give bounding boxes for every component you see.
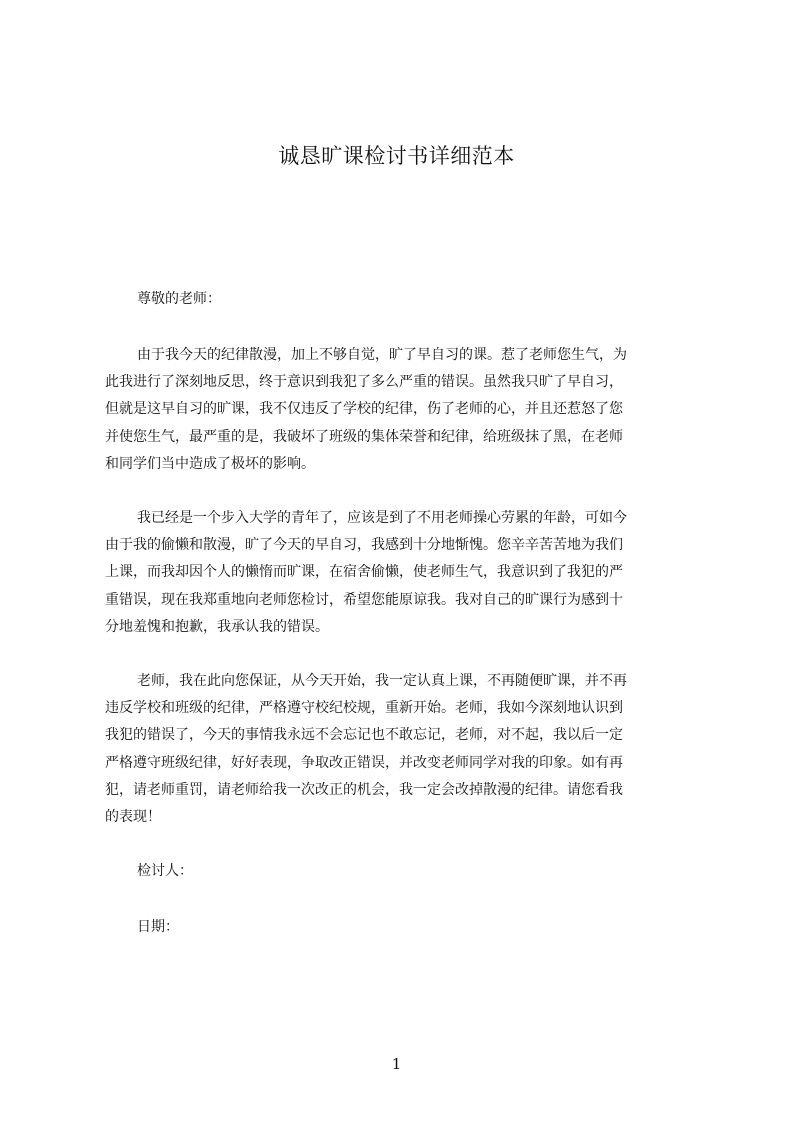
paragraph bbox=[105, 342, 701, 478]
document-title: 诚恳旷课检讨书详细范本 bbox=[278, 144, 515, 168]
paragraph-line: 由于我的偷懒和散漫，旷了今天的早自习，我感到十分地惭愧。您辛辛苦苦地为我们 bbox=[105, 537, 623, 554]
document-body bbox=[105, 286, 701, 940]
paragraph-line: 由于我今天的纪律散漫，加上不够自觉，旷了早自习的课。惹了老师您生气，为 bbox=[137, 347, 627, 363]
paragraph-line: 此我进行了深刻地反思，终于意识到我犯了多么严重的错误。虽然我只旷了早自习， bbox=[105, 374, 623, 391]
signer-label: 检讨人： bbox=[137, 863, 193, 880]
paragraph-line: 违反学校和班级的纪律，严格遵守校纪校规，重新开始。老师，我如今深刻地认识到 bbox=[105, 700, 623, 717]
paragraph-line: 我已经是一个步入大学的青年了，应该是到了不用老师操心劳累的年龄，可如今 bbox=[137, 510, 627, 527]
paragraph-line: 和同学们当中造成了极坏的影响。 bbox=[105, 455, 315, 472]
paragraph-line: 犯，请老师重罚，请老师给我一次改正的机会，我一定会改掉散漫的纪律。请您看我 bbox=[105, 781, 623, 798]
salutation: 尊敬的老师： bbox=[137, 291, 221, 307]
paragraph-line: 的表现！ bbox=[105, 809, 161, 826]
paragraph-line: 上课，而我却因个人的懒惰而旷课，在宿舍偷懒，使老师生气，我意识到了我犯的严 bbox=[105, 564, 623, 581]
date-label: 日期： bbox=[137, 919, 179, 936]
paragraph-line: 但就是这早自习的旷课，我不仅违反了学校的纪律，伤了老师的心，并且还惹怒了您 bbox=[105, 401, 623, 418]
page-number: 1 bbox=[391, 1055, 402, 1073]
paragraph-line: 重错误，现在我郑重地向老师您检讨，希望您能原谅我。我对自己的旷课行为感到十 bbox=[105, 591, 623, 608]
paragraph-line: 并使您生气，最严重的是，我破坏了班级的集体荣誉和纪律，给班级抹了黑，在老师 bbox=[105, 428, 623, 445]
paragraph-line: 我犯的错误了，今天的事情我永远不会忘记也不敢忘记，老师，对不起，我以后一定 bbox=[105, 727, 623, 744]
paragraph bbox=[105, 505, 701, 641]
paragraph-line: 老师，我在此向您保证，从今天开始，我一定认真上课，不再随便旷课，并不再 bbox=[137, 673, 627, 690]
paragraph-line: 严格遵守班级纪律，好好表现，争取改正错误，并改变老师同学对我的印象。如有再 bbox=[105, 754, 623, 771]
paragraph-line: 分地羞愧和抱歉，我承认我的错误。 bbox=[105, 618, 329, 635]
paragraph bbox=[105, 668, 701, 831]
